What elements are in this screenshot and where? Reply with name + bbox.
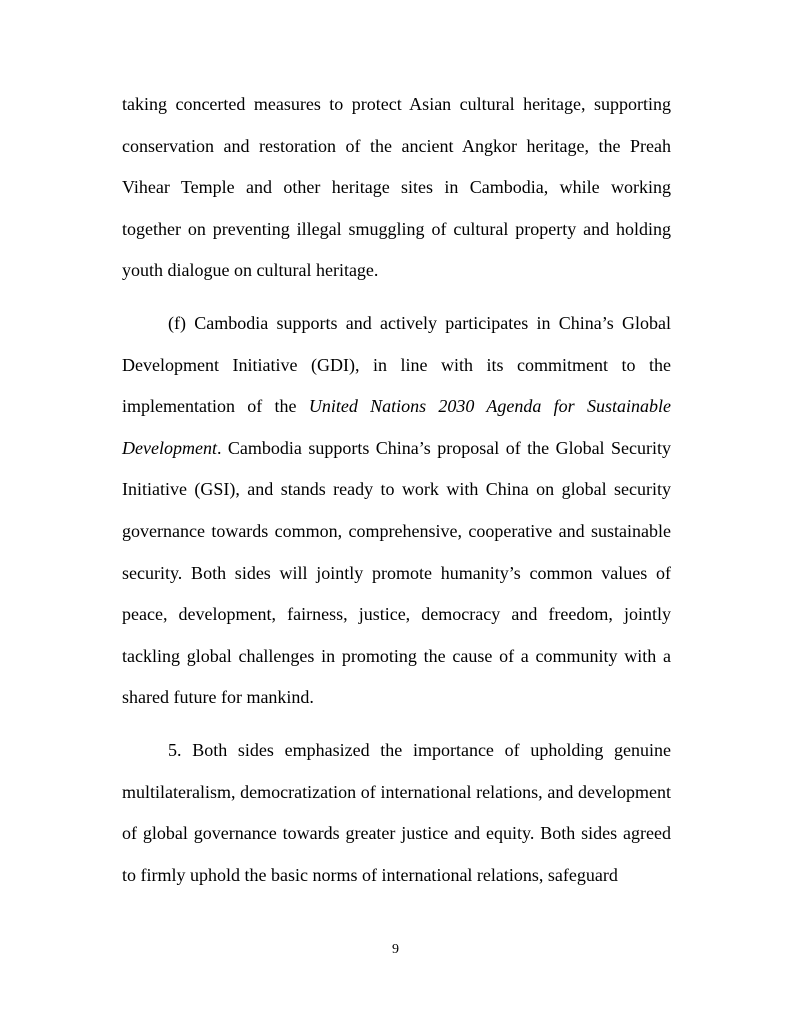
document-body (122, 84, 671, 896)
page-number: 9 (392, 942, 399, 957)
paragraph-text: taking concerted measures to protect Asian cultural heritage, supporting conservation and restoration of the ancient Angkor heritage, the Preah Vihear Temple and other heritage sites in Cambodia, while working together on preventing illegal smuggling of cultural property and holding youth dialogue on cultural heritage. (122, 94, 671, 281)
paragraph-text: (f) Cambodia supports and actively participates in China’s Global Development Initiative (GDI), in line with its commitment to the implementation of the (122, 312, 671, 417)
paragraph-multilateralism (122, 730, 671, 896)
paragraph-gdi-gsi (122, 303, 671, 719)
paragraph-cultural-heritage (122, 84, 671, 292)
paragraph-text: . Cambodia supports China’s proposal of the Global Security Initiative (GSI), and stands ready to work with China on global security governance towards common, comprehensive, cooperative and sustainable security. Both sides will jointly promote humanity’s common values of peace, development, fairness, justice, democracy and freedom, jointly tackling global challenges in promoting the cause of a community with a shared future for mankind. (122, 437, 671, 708)
paragraph-text: 5. Both sides emphasized the importance of upholding genuine multilateralism, democratization of international relations, and development of global governance towards greater justice and equity. Both sides agreed to firmly uphold the basic norms of international relations, safeguard (122, 739, 671, 885)
agenda-title-italic: United Nations 2030 Agenda for Sustainable Development (122, 396, 671, 458)
